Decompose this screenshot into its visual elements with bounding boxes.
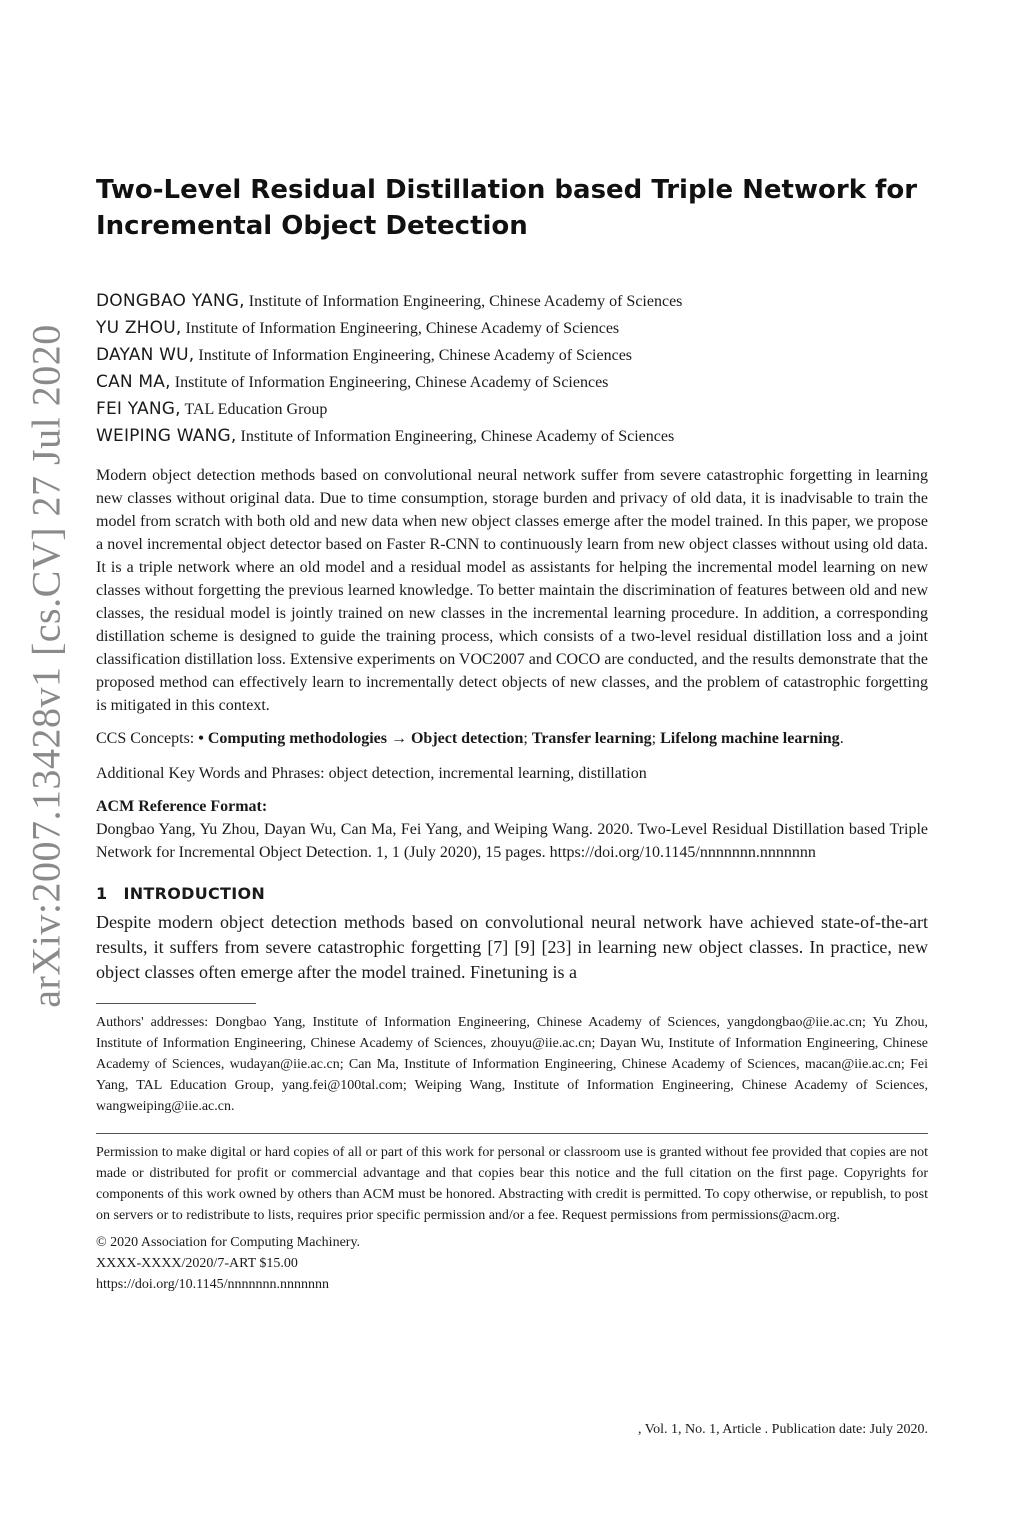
ccs-concept: Object detection [410, 730, 524, 747]
permission-rule [96, 1133, 928, 1134]
author-entry [96, 342, 928, 369]
introduction-paragraph: Despite modern object detection methods based on convolutional neural network have achieved state-of-the-art results, it suffers from severe catastrophic forgetting [7] [9] [23] in learning new object classes. In practice, new object classes often emerge after the model trained. Finetuning is a [96, 912, 928, 982]
author-name: WEIPING WANG, [96, 426, 237, 446]
author-affiliation: Institute of Information Engineering, Chinese Academy of Sciences [198, 347, 633, 364]
paper-title: Two-Level Residual Distillation based Triple Network for Incremental Object Detection [96, 175, 918, 241]
author-name: DONGBAO YANG, [96, 291, 245, 311]
ccs-label: CCS Concepts: [96, 730, 199, 747]
ccs-bullet: • [198, 730, 208, 747]
author-entry [96, 288, 928, 315]
author-entry [96, 396, 928, 423]
section-number: 1 [96, 884, 108, 903]
author-name: CAN MA, [96, 372, 171, 392]
section-title: INTRODUCTION [123, 884, 266, 903]
doi-line: https://doi.org/10.1145/nnnnnnn.nnnnnnn [96, 1277, 329, 1292]
author-affiliation: TAL Education Group [184, 401, 328, 418]
section-heading [96, 882, 928, 906]
arxiv-sidebar [16, 296, 76, 1036]
footnote-rule [96, 1003, 256, 1004]
paper-body [96, 172, 928, 1295]
author-name: FEI YANG, [96, 399, 181, 419]
page-footer: , Vol. 1, No. 1, Article . Publication date: July 2020. [638, 1422, 928, 1437]
author-entry [96, 423, 928, 450]
keywords: Additional Key Words and Phrases: object detection, incremental learning, distillation [96, 765, 647, 782]
ccs-separator: ; [523, 730, 532, 747]
author-affiliation: Institute of Information Engineering, Chinese Academy of Sciences [185, 320, 620, 337]
ccs-separator: ; [651, 730, 661, 747]
author-name: DAYAN WU, [96, 345, 195, 365]
ccs-concept: Transfer learning [531, 730, 652, 747]
acm-reference-heading: ACM Reference Format: [96, 798, 268, 815]
author-entry [96, 369, 928, 396]
arxiv-identifier: arXiv:2007.13428v1 [cs.CV] 27 Jul 2020 [23, 324, 69, 1008]
author-affiliation: Institute of Information Engineering, Chinese Academy of Sciences [174, 374, 609, 391]
ccs-end: . [839, 730, 844, 747]
copyright-line: © 2020 Association for Computing Machinery. [96, 1235, 361, 1250]
permission-notice: Permission to make digital or hard copies of all or part of this work for personal or classroom use is granted without fee provided that copies are not made or distributed for profit or commercial advantage and that copies bear this notice and the full citation on the first page. Copyrights for components of this work owned by others than ACM must be honored. Abstracting with credit is permitted. To copy otherwise, or republish, to post on servers or to redistribute to lists, requires prior specific permission and/or a fee. Request permissions from permissions@acm.org. [96, 1145, 928, 1223]
author-affiliation: Institute of Information Engineering, Chinese Academy of Sciences [248, 293, 683, 310]
author-entry [96, 315, 928, 342]
ccs-arrow: → [386, 730, 411, 747]
author-list [96, 288, 928, 450]
author-addresses: Authors' addresses: Dongbao Yang, Institute of Information Engineering, Chinese Academy of Sciences, yangdongbao@iie.ac.cn; Yu Zhou, Institute of Information Engineering, Chinese Academy of Sciences, zhouyu@iie.ac.cn; Dayan Wu, Institute of Information Engineering, Chinese Academy of Sciences, wudayan@iie.ac.cn; Can Ma, Institute of Information Engineering, Chinese Academy of Sciences, macan@iie.ac.cn; Fei Yang, TAL Education Group, yang.fei@100tal.com; Weiping Wang, Institute of Information Engineering, Chinese Academy of Sciences, wangweiping@iie.ac.cn. [96, 1015, 928, 1114]
abstract: Modern object detection methods based on convolutional neural network suffer from severe catastrophic forgetting in learning new classes without original data. Due to time consumption, storage burden and privacy of old data, it is inadvisable to train the model from scratch with both old and new data when new object classes emerge after the model trained. In this paper, we propose a novel incremental object detector based on Faster R-CNN to continuously learn from new object classes without using old data. It is a triple network where an old model and a residual model as assistants for helping the incremental model learning on new classes without forgetting the previous learned knowledge. To better maintain the discrimination of features between old and new classes, the residual model is jointly trained on new classes in the incremental learning procedure. In addition, a corresponding distillation scheme is designed to guide the training process, which consists of a two-level residual distillation loss and a joint classification distillation loss. Extensive experiments on VOC2007 and COCO are conducted, and the results demonstrate that the proposed method can effectively learn to incrementally detect objects of new classes, and the problem of catastrophic forgetting is mitigated in this context. [96, 467, 928, 714]
author-affiliation: Institute of Information Engineering, Chinese Academy of Sciences [240, 428, 675, 445]
ccs-concept: Lifelong machine learning [660, 730, 840, 747]
acm-reference-text: Dongbao Yang, Yu Zhou, Dayan Wu, Can Ma, Fei Yang, and Weiping Wang. 2020. Two-Level Residual Distillation based Triple Network for Incremental Object Detection. 1, 1 (July 2020), 15 pages. https://doi.org/10.1145/nnnnnnn.nnnnnnn [96, 821, 928, 861]
author-name: YU ZHOU, [96, 318, 182, 338]
ccs-concept: Computing methodologies [207, 730, 387, 747]
ccs-concepts [96, 727, 928, 750]
issn-line: XXXX-XXXX/2020/7-ART $15.00 [96, 1256, 298, 1271]
